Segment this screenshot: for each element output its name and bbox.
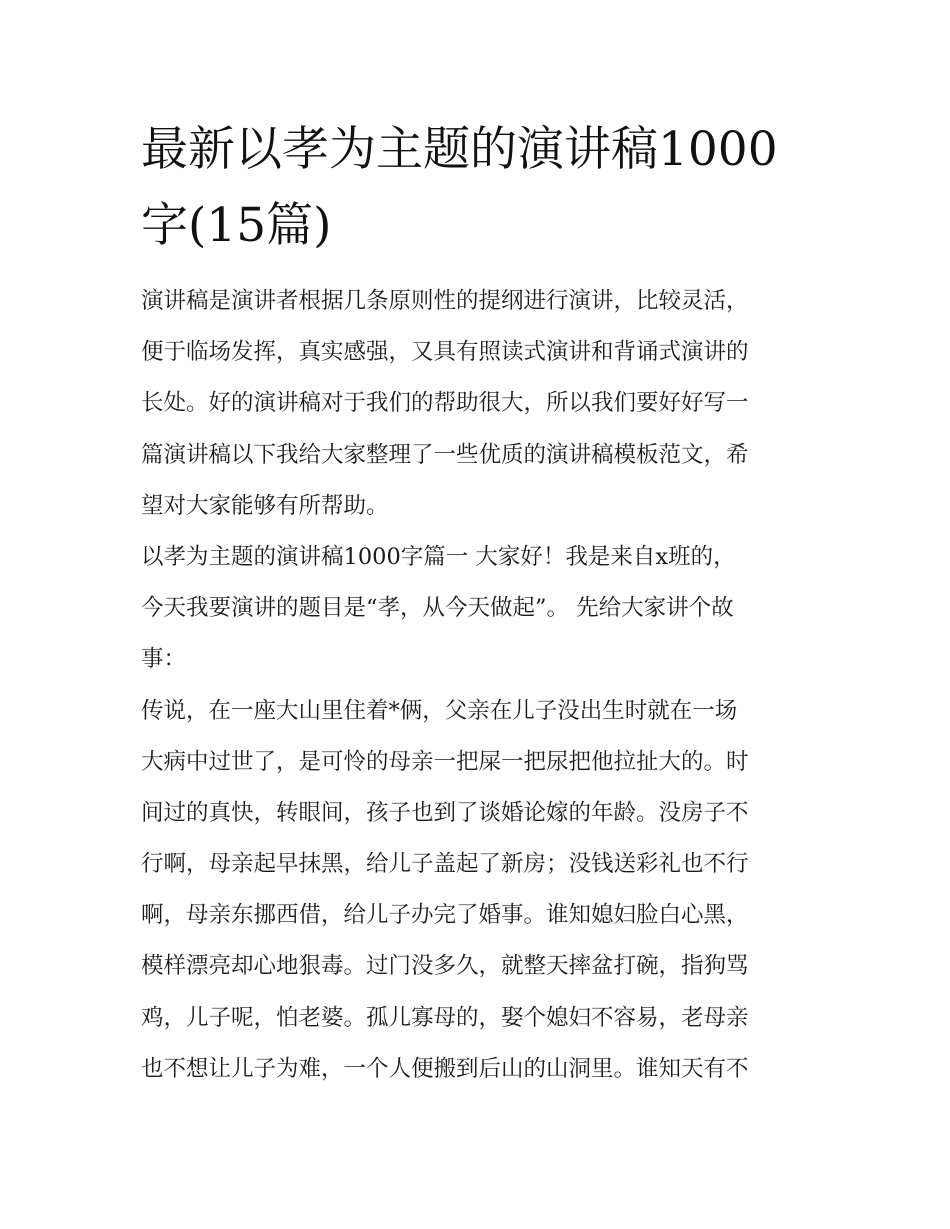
paragraph-intro [141, 276, 813, 532]
text-line: 也不想让儿子为难，一个人便搬到后山的山洞里。谁知天有不 [141, 1055, 749, 1082]
text-line: 大病中过世了，是可怜的母亲一把屎一把尿把他拉扯大的。时 [141, 748, 749, 775]
title-line-1: 最新以孝为主题的演讲稿1000 [141, 122, 778, 177]
text-line: 鸡，儿子呢，怕老婆。孤儿寡母的，娶个媳妇不容易，老母亲 [141, 1004, 749, 1031]
text-line: 事： [141, 646, 187, 673]
text-line: 望对大家能够有所帮助。 [141, 492, 389, 519]
text-line: 行啊，母亲起早抹黑，给儿子盖起了新房；没钱送彩礼也不行 [141, 851, 749, 878]
text-line: 今天我要演讲的题目是“孝，从今天做起”。 先给大家讲个故 [141, 595, 734, 622]
text-line: 啊，母亲东挪西借，给儿子办完了婚事。谁知媳妇脸白心黑， [141, 902, 749, 929]
text-line: 演讲稿是演讲者根据几条原则性的提纲进行演讲，比较灵活， [141, 288, 749, 314]
text-line: 间过的真快，转眼间，孩子也到了谈婚论嫁的年龄。没房子不 [141, 799, 749, 826]
text-line: 长处。好的演讲稿对于我们的帮助很大，所以我们要好好写一 [141, 390, 749, 417]
text-line: 传说，在一座大山里住着*俩，父亲在儿子没出生时就在一场 [141, 697, 738, 724]
text-line: 以孝为主题的演讲稿1000字篇一 大家好！我是来自x班的， [141, 543, 736, 570]
paragraph-story [141, 686, 813, 1096]
text-line: 模样漂亮却心地狠毒。过门没多久，就整天摔盆打碗，指狗骂 [141, 953, 749, 980]
paragraph-speech-opening [141, 532, 813, 686]
title-line-2: 字(15篇) [141, 198, 332, 253]
text-line: 篇演讲稿以下我给大家整理了一些优质的演讲稿模板范文，希 [141, 441, 749, 468]
document-title [141, 112, 821, 264]
text-line: 便于临场发挥，真实感强，又具有照读式演讲和背诵式演讲的 [141, 339, 749, 366]
document-body [141, 276, 813, 1095]
